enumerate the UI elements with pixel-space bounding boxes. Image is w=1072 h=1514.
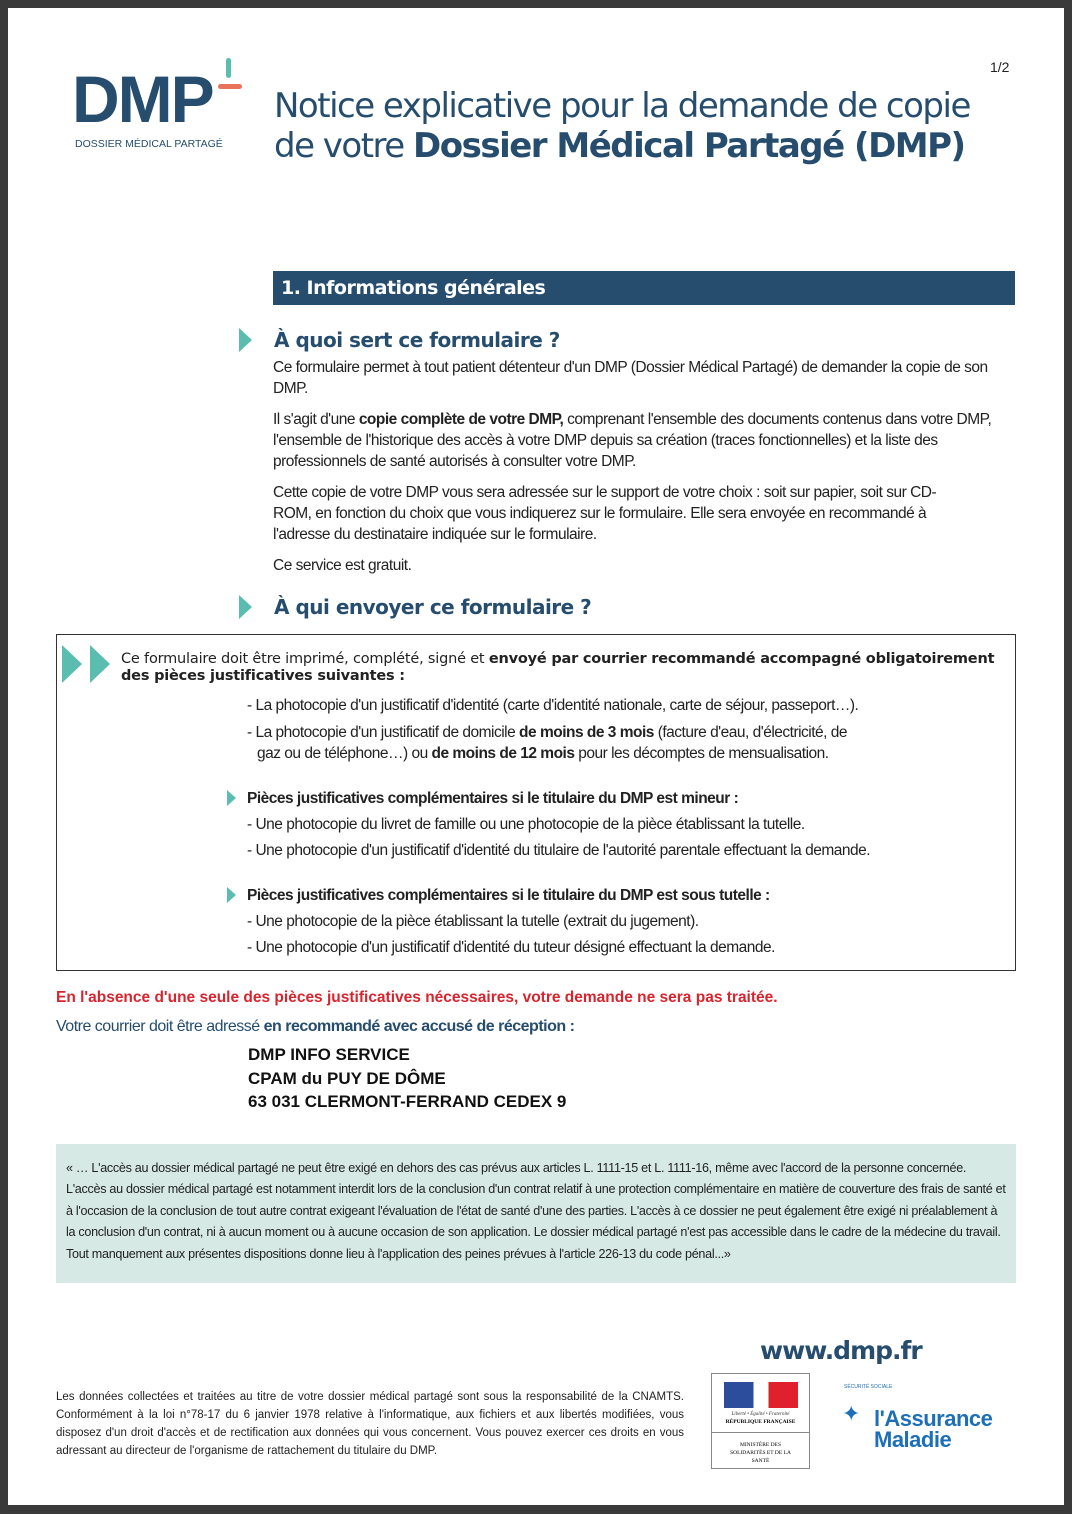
text-bold: de moins de 12 mois bbox=[431, 745, 575, 762]
address-intro bbox=[56, 1016, 1016, 1037]
text-bold: envoyé par courrier recommandé accompagné obligatoirement des pièces justificatives suivantes : bbox=[121, 651, 995, 684]
text: Votre courrier doit être adressé bbox=[56, 1018, 264, 1035]
logo-subtitle: DOSSIER MÉDICAL PARTAGÉ bbox=[75, 138, 223, 150]
list-item: - La photocopie d'un justificatif d'identité (carte d'identité nationale, carte de séjour, passeport…). bbox=[247, 697, 859, 714]
arrow-icon bbox=[239, 595, 252, 619]
address-line: CPAM du PUY DE DÔME bbox=[248, 1068, 446, 1088]
list-item bbox=[247, 722, 867, 764]
am-line1: l'Assurance bbox=[874, 1406, 993, 1431]
paragraph: Ce formulaire permet à tout patient détenteur d'un DMP (Dossier Médical Partagé) de demander la copie de son DMP. bbox=[273, 359, 988, 397]
box-intro bbox=[121, 651, 995, 685]
paragraph: Cette copie de votre DMP vous sera adressée sur le support de votre choix : soit sur papier, soit sur CD-ROM, en fonction du choix que vous indiquerez sur le formulaire. Elle sera envoyée en recommandé à l'adresse du destinataire indiquée sur le formulaire. bbox=[273, 484, 937, 543]
tutelle-section bbox=[247, 885, 995, 958]
rf-ministry: MINISTÈRE DES SOLIDARITÉS ET DE LA SANTÉ bbox=[730, 1442, 791, 1464]
double-arrow-icon bbox=[90, 645, 110, 683]
heading-purpose: À quoi sert ce formulaire ? bbox=[274, 328, 560, 352]
dmp-logo bbox=[72, 62, 213, 136]
text: Il s'agit d'une bbox=[273, 411, 359, 428]
mailing-address bbox=[248, 1043, 1016, 1114]
republique-francaise-logo bbox=[711, 1373, 810, 1469]
double-arrow-icon bbox=[62, 645, 82, 683]
text: - La photocopie d'un justificatif de domicile bbox=[247, 724, 520, 741]
section-header: 1. Informations générales bbox=[273, 271, 1015, 305]
rf-motto: Liberté • Égalité • Fraternité bbox=[731, 1412, 790, 1417]
text: Ce formulaire doit être imprimé, complété, signé et bbox=[121, 651, 489, 667]
title-line1: Notice explicative pour la demande de copie bbox=[274, 86, 970, 126]
am-line2: Maladie bbox=[874, 1427, 952, 1452]
text-bold: en recommandé avec accusé de réception : bbox=[263, 1018, 575, 1035]
page-number: 1/2 bbox=[990, 59, 1010, 75]
warning-text: En l'absence d'une seule des pièces justificatives nécessaires, votre demande ne sera pas traitée. bbox=[56, 989, 778, 1006]
flag-icon bbox=[724, 1382, 798, 1408]
logo-text: DMP bbox=[72, 62, 213, 136]
legal-quote: « … L'accès au dossier médical partagé ne peut être exigé en dehors des cas prévus aux articles L. 1111-15 et L. 1111-16, même avec l'accord de la personne concernée. L'accès au dossier médical partagé est notamment interdit lors de la conclusion d'un contrat relatif à une protection complémentaire en matière de couverture des frais de santé et à l'occasion de la conclusion de tout autre contrat exigeant l'évaluation de l'état de santé d'une des parties. L'accès à ce dossier ne peut également être exigé ni préalablement à la conclusion d'un contrat, ni à aucun moment ou à aucune occasion de son application. Le dossier médical partagé n'est pas accessible dans le cadre de la médecine du travail. Tout manquement aux présentes dispositions donne lieu à l'application des peines prévues à l'article 226-13 du code pénal...» bbox=[56, 1144, 1016, 1284]
arrow-icon bbox=[239, 328, 252, 352]
am-small-text: SÉCURITÉ SOCIALE bbox=[844, 1384, 893, 1390]
logo-mark-orange bbox=[218, 84, 242, 89]
heading-recipient: À qui envoyer ce formulaire ? bbox=[274, 595, 592, 619]
minor-section bbox=[247, 788, 995, 861]
heading-row bbox=[274, 594, 1016, 620]
assurance-maladie-logo bbox=[874, 1408, 992, 1450]
address-line: DMP INFO SERVICE bbox=[248, 1045, 410, 1064]
address-line: 63 031 CLERMONT-FERRAND CEDEX 9 bbox=[248, 1092, 567, 1111]
page-title bbox=[274, 86, 970, 166]
text: comprenant l'ensemble des documents contenus dans votre DMP, l'ensemble de l'historique des accès à votre DMP depuis sa création (traces fonctionnelles) et la liste des professionnels de santé autorisés à consulter votre DMP. bbox=[273, 411, 992, 470]
list-item: - Une photocopie d'un justificatif d'identité du titulaire de l'autorité parentale effectuant la demande. bbox=[247, 842, 871, 859]
arrow-icon bbox=[227, 790, 236, 806]
list-item: - Une photocopie du livret de famille ou une photocopie de la pièce établissant la tutelle. bbox=[247, 816, 805, 833]
arrow-icon bbox=[227, 887, 236, 903]
footer-legal: Les données collectées et traitées au titre de votre dossier médical partagé sont sous la responsabilité de la CNAMTS. Conformément à la loi n°78-17 du 6 janvier 1978 relative à l'informatique, aux fichiers et aux libertés modifiées, vous disposez d'un droit d'accès et de rectification aux données qui vous concernent. Vous pouvez exercer ces droits en vous adressant au directeur de l'organisme de rattachement du titulaire du DMP. bbox=[56, 1391, 684, 1457]
paragraph: Ce service est gratuit. bbox=[273, 557, 412, 574]
title-bold: Dossier Médical Partagé (DMP) bbox=[413, 126, 965, 166]
website-link[interactable]: www.dmp.fr bbox=[760, 1336, 922, 1365]
list-item: - Une photocopie d'un justificatif d'identité du tuteur désigné effectuant la demande. bbox=[247, 939, 775, 956]
purpose-text bbox=[273, 357, 1018, 576]
title-line2: de votre bbox=[274, 126, 414, 166]
rf-name: RÉPUBLIQUE FRANÇAISE bbox=[712, 1418, 809, 1433]
requirements-box bbox=[56, 634, 1016, 971]
list-item: - Une photocopie de la pièce établissant la tutelle (extrait du jugement). bbox=[247, 913, 699, 930]
required-docs bbox=[247, 695, 867, 764]
text: pour les décomptes de mensualisation. bbox=[574, 745, 829, 762]
text-bold: copie complète de votre DMP, bbox=[358, 411, 564, 428]
paragraph bbox=[273, 409, 1018, 472]
subheading: Pièces justificatives complémentaires si le titulaire du DMP est sous tutelle : bbox=[247, 887, 770, 904]
text: (facture d'eau, d'électricité, de gaz ou de téléphone…) ou bbox=[257, 724, 848, 762]
main-content bbox=[56, 271, 1016, 1283]
logo-mark-teal bbox=[226, 58, 231, 78]
document-page bbox=[8, 8, 1064, 1505]
subheading: Pièces justificatives complémentaires si le titulaire du DMP est mineur : bbox=[247, 790, 739, 807]
assurance-maladie-figures-icon: ✦ bbox=[842, 1401, 861, 1426]
heading-row bbox=[274, 327, 1016, 353]
text-bold: de moins de 3 mois bbox=[519, 724, 654, 741]
